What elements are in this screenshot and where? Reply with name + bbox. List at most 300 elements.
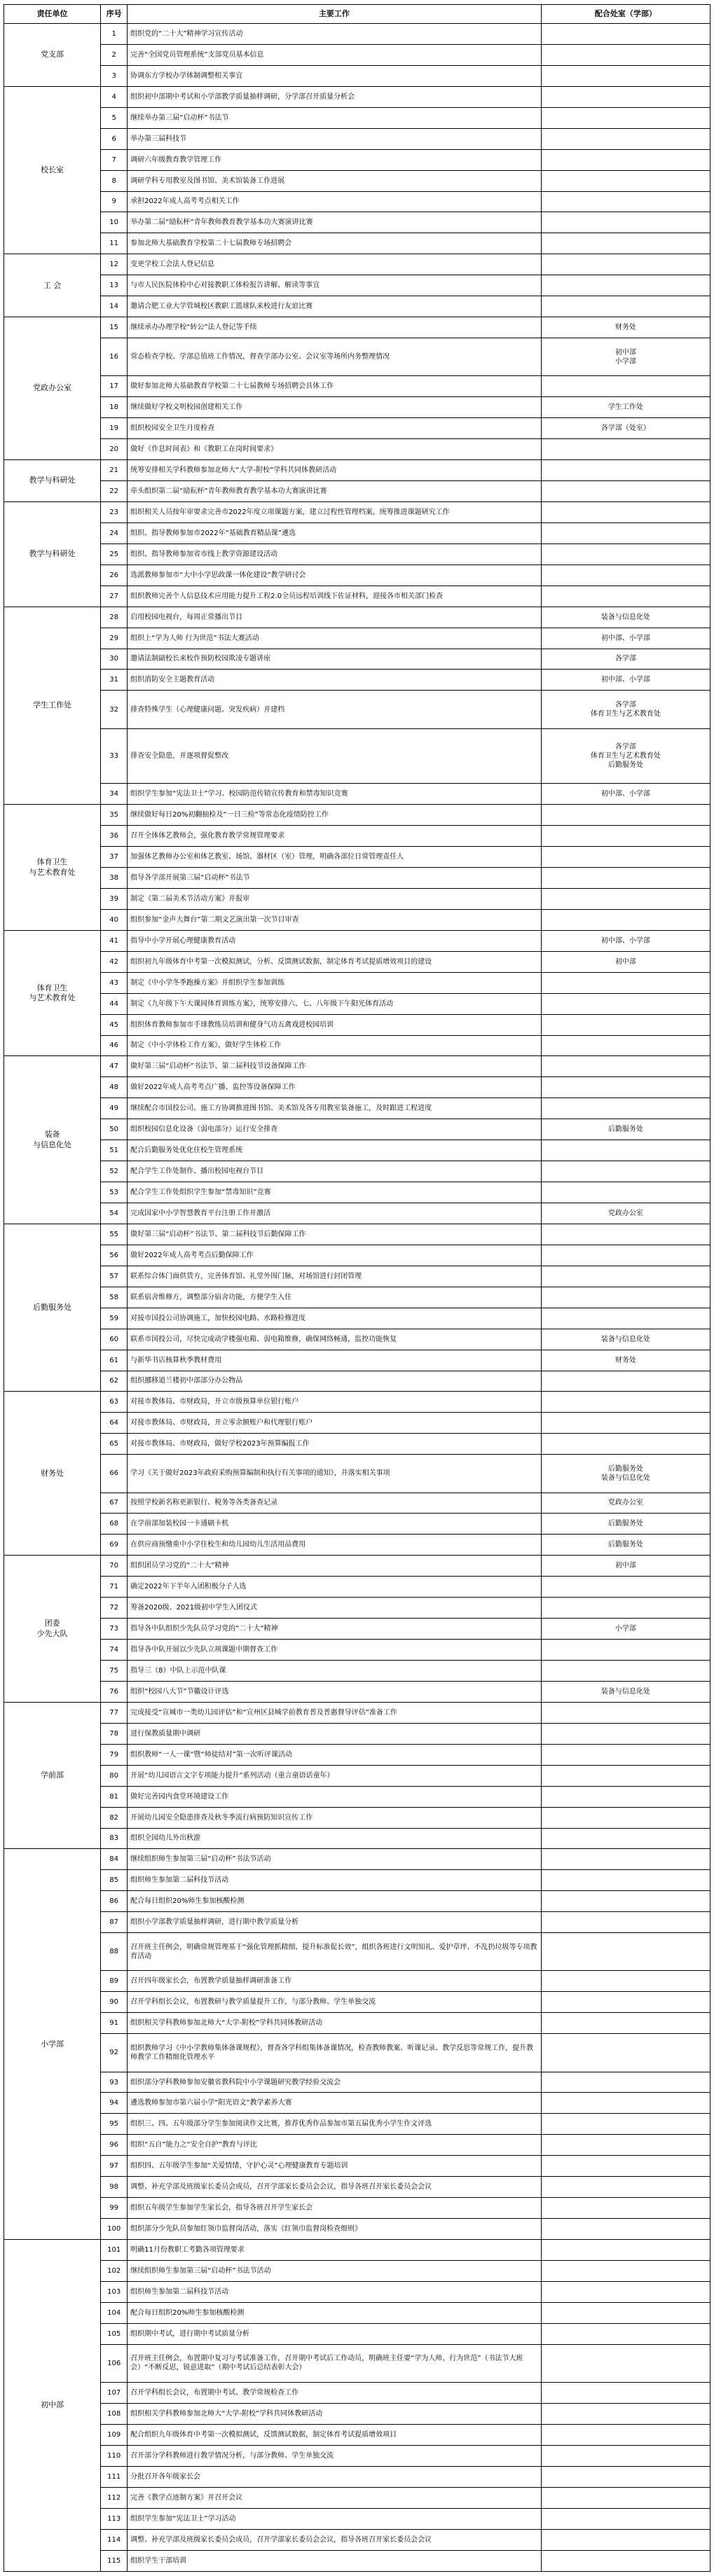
row-number-cell: 93 (101, 2072, 128, 2093)
task-cell: 做好2022年成人高考考点后勤保障工作 (128, 1245, 542, 1266)
row-number-cell: 91 (101, 2013, 128, 2034)
row-number-cell: 31 (101, 670, 128, 691)
table-row (4, 1077, 710, 1098)
task-cell: 确定2022年下半年入团积极分子人选 (128, 1577, 542, 1598)
row-number-cell: 103 (101, 2281, 128, 2302)
task-cell: 组织团员学习党的“二十大”精神 (128, 1556, 542, 1577)
table-row (4, 1455, 710, 1493)
table-row (4, 1598, 710, 1619)
task-cell: 做好第三届“启动杯”书法节、第二届科技节后勤保障工作 (128, 1224, 542, 1245)
task-cell: 召开班主任例会，明确常规管理基于“强化管理抓精细、提升标准促长效”，组织各班进行文明知礼、爱护草坪、不乱扔垃圾等专项教育活动 (128, 1933, 542, 1971)
table-row (4, 376, 710, 397)
task-cell: 配合每日组织20%师生参加核酸检测 (128, 2302, 542, 2323)
task-cell: 召开学科组长会议，布置期中考试、教学常规检查工作 (128, 2383, 542, 2404)
task-cell: 继续做好每日20%初翻抽检及“一日三检”等常态化疫情防控工作 (128, 805, 542, 826)
cooperating-office-cell (541, 44, 710, 65)
task-cell: 排查特殊学生（心理健康问题、突发疾病）并建档 (128, 691, 542, 728)
cooperating-office-cell (541, 1723, 710, 1744)
cooperating-office-cell (541, 1077, 710, 1098)
task-cell: 指导各中队开展以少先队立项课题中期督查工作 (128, 1640, 542, 1661)
task-cell: 组织校园信息化设备（弱电部分）运行安全排查 (128, 1119, 542, 1140)
table-row (4, 2466, 710, 2487)
table-row (4, 1723, 710, 1744)
table-row (4, 2383, 710, 2404)
cooperating-office-cell (541, 1933, 710, 1971)
row-number-cell: 30 (101, 649, 128, 670)
cooperating-office-cell (541, 1392, 710, 1413)
table-row (4, 1535, 710, 1556)
task-cell: 召开班主任例会，布置期中复习与考试准备工作，召开期中考试后工作动员，明确班主任要“学为人师，行为世范”（书法节大班会）“不断反思，锐意进取”（期中考试后总结表彰大会） (128, 2344, 542, 2382)
task-cell: 承担2022年成人高考考点相关工作 (128, 191, 542, 212)
cooperating-office-cell (541, 972, 710, 993)
task-cell: 排查安全隐患，并逐项督促整改 (128, 728, 542, 784)
table-row (4, 847, 710, 868)
table-row (4, 1329, 710, 1350)
table-row (4, 1681, 710, 1702)
task-cell: 组织部分少先队员参加红领巾监督岗活动，落实《红领巾监督岗检查细则》 (128, 2219, 542, 2240)
cooperating-office-cell (541, 1992, 710, 2013)
task-cell: 联系市国投公司，尽快完成动学楼强电箱、弱电箱维修，确保网络畅通，监控功能恢复 (128, 1329, 542, 1350)
table-row (4, 1350, 710, 1371)
table-row (4, 1161, 710, 1182)
responsible-unit-cell: 校长室 (4, 86, 101, 254)
task-cell: 调研六年级教育教学管理工作 (128, 149, 542, 170)
row-number-cell: 94 (101, 2093, 128, 2114)
row-number-cell: 105 (101, 2323, 128, 2344)
row-number-cell: 62 (101, 1371, 128, 1392)
cooperating-office-cell (541, 191, 710, 212)
cooperating-office-cell: 后勤服务处 (541, 1514, 710, 1535)
task-cell: 统筹安排相关学科教师参加北师大“大学-附校”学科共同体教研活动 (128, 460, 542, 481)
cooperating-office-cell: 后勤服务处 (541, 1119, 710, 1140)
cooperating-office-cell (541, 805, 710, 826)
row-number-cell: 113 (101, 2508, 128, 2529)
row-number-cell: 46 (101, 1035, 128, 1056)
table-row (4, 691, 710, 728)
table-row (4, 1702, 710, 1723)
task-cell: 组织体育教师参加市手球教练员培训和健身气功五禽戏进校园培训 (128, 1014, 542, 1035)
task-cell: 在供应商预缴重中小学住校生和幼儿园幼儿生活用品费用 (128, 1535, 542, 1556)
cooperating-office-cell (541, 826, 710, 847)
task-cell: 完善《教学点迹制方案》并召开会议 (128, 2487, 542, 2508)
row-number-cell: 115 (101, 2550, 128, 2572)
cooperating-office-cell (541, 2034, 710, 2072)
table-row (4, 24, 710, 45)
cooperating-office-cell (541, 1849, 710, 1870)
row-number-cell: 4 (101, 86, 128, 107)
row-number-cell: 12 (101, 254, 128, 275)
row-number-cell: 80 (101, 1765, 128, 1786)
task-cell: 调研学科专用教室及图书馆、美术馆装备工作进展 (128, 170, 542, 191)
task-cell: 开展幼儿园安全隐患排查及秋冬季流行病预防知识宣传工作 (128, 1807, 542, 1828)
table-row (4, 728, 710, 784)
cooperating-office-cell (541, 993, 710, 1014)
table-row (4, 1371, 710, 1392)
task-cell: 对接市教体局、市财政局，做好学校2023年预算编报工作 (128, 1434, 542, 1455)
cooperating-office-cell (541, 1870, 710, 1891)
table-row (4, 805, 710, 826)
cooperating-office-cell (541, 128, 710, 149)
cooperating-office-cell (541, 2424, 710, 2445)
row-number-cell: 22 (101, 481, 128, 502)
task-cell: 调整、补充学部及班级家长委员会成员，召开学部家长委员会会议，指导各班召开家长委员会会议 (128, 2177, 542, 2198)
header-task: 主要工作 (128, 5, 542, 24)
cooperating-office-cell (541, 1266, 710, 1287)
table-row (4, 586, 710, 607)
table-row (4, 826, 710, 847)
cooperating-office-cell (541, 2529, 710, 2550)
cooperating-office-cell (541, 1245, 710, 1266)
table-row (4, 1744, 710, 1765)
cooperating-office-cell (541, 1182, 710, 1203)
cooperating-office-cell: 装备与信息化处 (541, 1329, 710, 1350)
cooperating-office-cell: 初中部 (541, 951, 710, 972)
table-row (4, 2281, 710, 2302)
cooperating-office-cell: 初中部、小学部 (541, 670, 710, 691)
responsible-unit-cell: 教学与科研处 (4, 460, 101, 502)
table-row (4, 170, 710, 191)
table-row (4, 65, 710, 86)
table-row (4, 1434, 710, 1455)
row-number-cell: 92 (101, 2034, 128, 2072)
row-number-cell: 67 (101, 1493, 128, 1514)
row-number-cell: 38 (101, 868, 128, 889)
cooperating-office-cell (541, 2240, 710, 2261)
cooperating-office-cell (541, 170, 710, 191)
table-row (4, 2323, 710, 2344)
row-number-cell: 79 (101, 1744, 128, 1765)
cooperating-office-cell: 财务处 (541, 1350, 710, 1371)
table-row (4, 2445, 710, 2466)
task-cell: 组织师生参加第二届科技节活动 (128, 1870, 542, 1891)
header-unit: 责任单位 (4, 5, 101, 24)
row-number-cell: 39 (101, 888, 128, 909)
task-cell: 配合每日组织20%师生参加核酸检测 (128, 1891, 542, 1912)
responsible-unit-cell: 学生工作处 (4, 607, 101, 805)
row-number-cell: 58 (101, 1287, 128, 1308)
cooperating-office-cell (541, 2013, 710, 2034)
cooperating-office-cell (541, 460, 710, 481)
cooperating-office-cell (541, 2281, 710, 2302)
table-row (4, 1661, 710, 1682)
cooperating-office-cell (541, 1765, 710, 1786)
table-row (4, 1619, 710, 1640)
cooperating-office-cell (541, 149, 710, 170)
row-number-cell: 27 (101, 586, 128, 607)
table-row (4, 2013, 710, 2034)
table-row (4, 2529, 710, 2550)
table-row (4, 993, 710, 1014)
row-number-cell: 47 (101, 1056, 128, 1077)
row-number-cell: 59 (101, 1308, 128, 1329)
task-cell: 制定《第二届美术节活动方案》并报审 (128, 888, 542, 909)
row-number-cell: 21 (101, 460, 128, 481)
task-cell: 开展“幼儿园语言文字专项能力提升”系列活动（童言童语话童年） (128, 1765, 542, 1786)
cooperating-office-cell: 初中部、小学部 (541, 628, 710, 649)
table-row (4, 1933, 710, 1971)
row-number-cell: 81 (101, 1786, 128, 1807)
row-number-cell: 17 (101, 376, 128, 397)
table-row (4, 2114, 710, 2135)
task-cell: 完成接受“宣城市一类幼儿园评估”和“宣州区县城学前教育普及普惠督导评估”准备工作 (128, 1702, 542, 1723)
cooperating-office-cell (541, 2156, 710, 2177)
task-cell: 进行保教质量期中调研 (128, 1723, 542, 1744)
row-number-cell: 56 (101, 1245, 128, 1266)
task-cell: 组织挪移道兰楼初中部部分办公物品 (128, 1371, 542, 1392)
cooperating-office-cell (541, 909, 710, 930)
responsible-unit-cell: 体育卫生 与艺术教育处 (4, 930, 101, 1056)
task-cell: 对接市国投公司协调施工，加快校园电路、水路检修进度 (128, 1308, 542, 1329)
row-number-cell: 77 (101, 1702, 128, 1723)
row-number-cell: 85 (101, 1870, 128, 1891)
task-cell: 组织初九年级体育中考第一次模拟测试，分析、反馈测试数据，制定体育考试提质增效项目的建设 (128, 951, 542, 972)
table-row (4, 2550, 710, 2572)
task-cell: 邀请合肥工业大学管城校区教职工篮球队来校进行友谊比赛 (128, 296, 542, 317)
row-number-cell: 42 (101, 951, 128, 972)
cooperating-office-cell (541, 2072, 710, 2093)
cooperating-office-cell (541, 1434, 710, 1455)
header-cooperating-office: 配合处室（学部） (541, 5, 710, 24)
row-number-cell: 86 (101, 1891, 128, 1912)
table-row (4, 607, 710, 628)
cooperating-office-cell (541, 2383, 710, 2404)
task-cell: 组织四、五年级学生参加“关爱情绪，守护心灵”心理健康教育专题培训 (128, 2156, 542, 2177)
cooperating-office-cell (541, 1035, 710, 1056)
row-number-cell: 87 (101, 1912, 128, 1933)
row-number-cell: 6 (101, 128, 128, 149)
task-cell: 学习《关于做好2023年政府采购预算编制和执行有关事项的通知》，并落实相关事项 (128, 1455, 542, 1493)
task-cell: 召开部分学科教师进行教学情况分析，与部分教师、学生单独交流 (128, 2445, 542, 2466)
cooperating-office-cell (541, 233, 710, 254)
row-number-cell: 1 (101, 24, 128, 45)
table-row (4, 1182, 710, 1203)
table-row (4, 1308, 710, 1329)
task-cell: 组织三、四、五年级部分学生参加阅读作文比赛，推荐优秀作品参加市第五届优秀小学生作文评选 (128, 2114, 542, 2135)
row-number-cell: 2 (101, 44, 128, 65)
cooperating-office-cell (541, 1807, 710, 1828)
task-cell: 召开四年级家长会，布置教学质量抽样调研准备工作 (128, 1971, 542, 1992)
row-number-cell: 36 (101, 826, 128, 847)
row-number-cell: 84 (101, 1849, 128, 1870)
task-cell: 组织期中考试，进行期中考试质量分析 (128, 2323, 542, 2344)
task-cell: 分批召开各年级家长会 (128, 2466, 542, 2487)
cooperating-office-cell (541, 1891, 710, 1912)
row-number-cell: 23 (101, 501, 128, 522)
row-number-cell: 10 (101, 212, 128, 233)
row-number-cell: 69 (101, 1535, 128, 1556)
row-number-cell: 72 (101, 1598, 128, 1619)
cooperating-office-cell (541, 565, 710, 586)
row-number-cell: 88 (101, 1933, 128, 1971)
cooperating-office-cell (541, 2093, 710, 2114)
row-number-cell: 71 (101, 1577, 128, 1598)
table-row (4, 522, 710, 543)
row-number-cell: 8 (101, 170, 128, 191)
cooperating-office-cell (541, 847, 710, 868)
row-number-cell: 18 (101, 397, 128, 418)
task-cell: 在学前部加装校园一卡通刷卡机 (128, 1514, 542, 1535)
task-cell: 组织“校园八大节”节徽设计评选 (128, 1681, 542, 1702)
task-cell: 组织全园幼儿外出秋游 (128, 1828, 542, 1849)
table-row (4, 2177, 710, 2198)
table-row (4, 296, 710, 317)
row-number-cell: 41 (101, 930, 128, 951)
responsible-unit-cell: 工 会 (4, 254, 101, 317)
table-row (4, 2424, 710, 2445)
table-row (4, 1203, 710, 1224)
table-row (4, 1224, 710, 1245)
row-number-cell: 14 (101, 296, 128, 317)
task-cell: 组织、指导教师参加省市线上教学资源建设活动 (128, 543, 542, 565)
table-row (4, 254, 710, 275)
cooperating-office-cell (541, 1014, 710, 1035)
task-cell: 组织“五自”能力之“安全自护”教育与评比 (128, 2135, 542, 2156)
table-row (4, 1287, 710, 1308)
task-cell: 组织教师“一人一课”暨“师徒结对”第一次听评课活动 (128, 1744, 542, 1765)
cooperating-office-cell (541, 1308, 710, 1329)
row-number-cell: 9 (101, 191, 128, 212)
row-number-cell: 24 (101, 522, 128, 543)
cooperating-office-cell (541, 586, 710, 607)
table-row (4, 1014, 710, 1035)
table-row (4, 1514, 710, 1535)
table-row (4, 1992, 710, 2013)
row-number-cell: 52 (101, 1161, 128, 1182)
task-cell: 组织初中部期中考试和小学部教学质量抽样调研，分学部召开质量分析会 (128, 86, 542, 107)
cooperating-office-cell (541, 2550, 710, 2572)
cooperating-office-cell: 初中部 小学部 (541, 338, 710, 376)
task-cell: 与新华书店核算秋季教材费用 (128, 1350, 542, 1371)
table-row (4, 128, 710, 149)
table-row (4, 1556, 710, 1577)
row-number-cell: 28 (101, 607, 128, 628)
task-cell: 做好参加北师大基础教育学校第二十七届教师专场招聘会具体工作 (128, 376, 542, 397)
cooperating-office-cell (541, 1661, 710, 1682)
task-cell: 召开学科组长会议，布置教研与教学质量提升工作，与部分教师、学生单独交流 (128, 1992, 542, 2013)
row-number-cell: 45 (101, 1014, 128, 1035)
cooperating-office-cell (541, 1786, 710, 1807)
task-cell: 明确11月份教职工考勤各项管理要求 (128, 2240, 542, 2261)
cooperating-office-cell (541, 1056, 710, 1077)
task-cell: 继续举办第三届“启动杯”书法节 (128, 107, 542, 128)
task-cell: 组织教师学习《中小学教师集体备课规程》，督查各学科组集体备课情况，检查教师教案、听课记录、教学反思等常规工作，提升教师教学工作精细化管理水平 (128, 2034, 542, 2072)
row-number-cell: 5 (101, 107, 128, 128)
table-row (4, 2302, 710, 2323)
task-cell: 继续组织师生参加第三届“启动杯”书法节活动 (128, 1849, 542, 1870)
row-number-cell: 89 (101, 1971, 128, 1992)
cooperating-office-cell (541, 1640, 710, 1661)
cooperating-office-cell (541, 1140, 710, 1161)
cooperating-office-cell (541, 1098, 710, 1119)
row-number-cell: 102 (101, 2260, 128, 2281)
cooperating-office-cell: 小学部 (541, 1619, 710, 1640)
cooperating-office-cell (541, 254, 710, 275)
row-number-cell: 74 (101, 1640, 128, 1661)
row-number-cell: 61 (101, 1350, 128, 1371)
cooperating-office-cell (541, 439, 710, 460)
row-number-cell: 50 (101, 1119, 128, 1140)
task-cell: 继续组织师生参加第三届“启动杯”书法节活动 (128, 2260, 542, 2281)
responsible-unit-cell: 团委 少先大队 (4, 1556, 101, 1703)
cooperating-office-cell (541, 65, 710, 86)
task-cell: 按照学校新名称更新银行、税务等各类备查记录 (128, 1493, 542, 1514)
table-row (4, 1786, 710, 1807)
cooperating-office-cell: 各学部 体育卫生与艺术教育处 (541, 691, 710, 728)
table-row (4, 1849, 710, 1870)
task-cell: 联系综合体门面供货方，完善体育馆、礼堂外围门脉，对场馆进行封闭管理 (128, 1266, 542, 1287)
row-number-cell: 57 (101, 1266, 128, 1287)
row-number-cell: 99 (101, 2198, 128, 2219)
cooperating-office-cell (541, 2177, 710, 2198)
table-row (4, 1493, 710, 1514)
cooperating-office-cell (541, 1702, 710, 1723)
table-row (4, 1140, 710, 1161)
table-row (4, 2487, 710, 2508)
row-number-cell: 75 (101, 1661, 128, 1682)
task-cell: 完善“全国党员管理系统”支部党员基本信息 (128, 44, 542, 65)
table-row (4, 44, 710, 65)
cooperating-office-cell (541, 275, 710, 296)
task-cell: 组织相关学科教师参加北师大“大学-附校”学科共同体教研活动 (128, 2403, 542, 2424)
table-row (4, 649, 710, 670)
row-number-cell: 109 (101, 2424, 128, 2445)
row-number-cell: 78 (101, 1723, 128, 1744)
row-number-cell: 37 (101, 847, 128, 868)
table-row (4, 397, 710, 418)
cooperating-office-cell (541, 2487, 710, 2508)
row-number-cell: 111 (101, 2466, 128, 2487)
table-row (4, 2093, 710, 2114)
task-cell: 筹备2020级、2021级初中学生入团仪式 (128, 1598, 542, 1619)
task-cell: 组织教师完善个人信息技术应用能力提升工程2.0全员远程培训线下佐证材料，迎接各市相关部门检查 (128, 586, 542, 607)
task-cell: 指导各中队组织少先队员学习党的“二十大”精神 (128, 1619, 542, 1640)
table-row (4, 2508, 710, 2529)
row-number-cell: 60 (101, 1329, 128, 1350)
responsible-unit-cell: 党支部 (4, 24, 101, 87)
row-number-cell: 35 (101, 805, 128, 826)
cooperating-office-cell (541, 2198, 710, 2219)
table-row (4, 149, 710, 170)
task-cell: 配合后勤服务处优化住校生管理系统 (128, 1140, 542, 1161)
task-cell: 对接市教体局、市财政局，开立市级预算单位银行账户 (128, 1392, 542, 1413)
responsible-unit-cell: 财务处 (4, 1392, 101, 1556)
task-cell: 召开全体体艺教师会，强化教育教学常规管理要求 (128, 826, 542, 847)
task-cell: 组织相关学科教师参加北师大“大学-附校”学科共同体教研活动 (128, 2013, 542, 2034)
table-row (4, 1765, 710, 1786)
task-cell: 制定《中小学体检工作方案》，做好学生体检工作 (128, 1035, 542, 1056)
row-number-cell: 63 (101, 1392, 128, 1413)
row-number-cell: 97 (101, 2156, 128, 2177)
table-row (4, 628, 710, 649)
cooperating-office-cell (541, 888, 710, 909)
table-row (4, 317, 710, 338)
table-row (4, 1577, 710, 1598)
responsible-unit-cell: 学前部 (4, 1702, 101, 1849)
row-number-cell: 43 (101, 972, 128, 993)
row-number-cell: 90 (101, 1992, 128, 2013)
responsible-unit-cell: 初中部 (4, 2240, 101, 2572)
row-number-cell: 106 (101, 2344, 128, 2382)
cooperating-office-cell: 后勤服务处 (541, 1535, 710, 1556)
task-cell: 做好2022年成人高考考点广播、监控等设备保障工作 (128, 1077, 542, 1098)
cooperating-office-cell (541, 2344, 710, 2382)
table-row (4, 565, 710, 586)
table-row (4, 418, 710, 439)
table-row (4, 784, 710, 805)
row-number-cell: 11 (101, 233, 128, 254)
cooperating-office-cell (541, 2466, 710, 2487)
cooperating-office-cell: 各学部（处室） (541, 418, 710, 439)
